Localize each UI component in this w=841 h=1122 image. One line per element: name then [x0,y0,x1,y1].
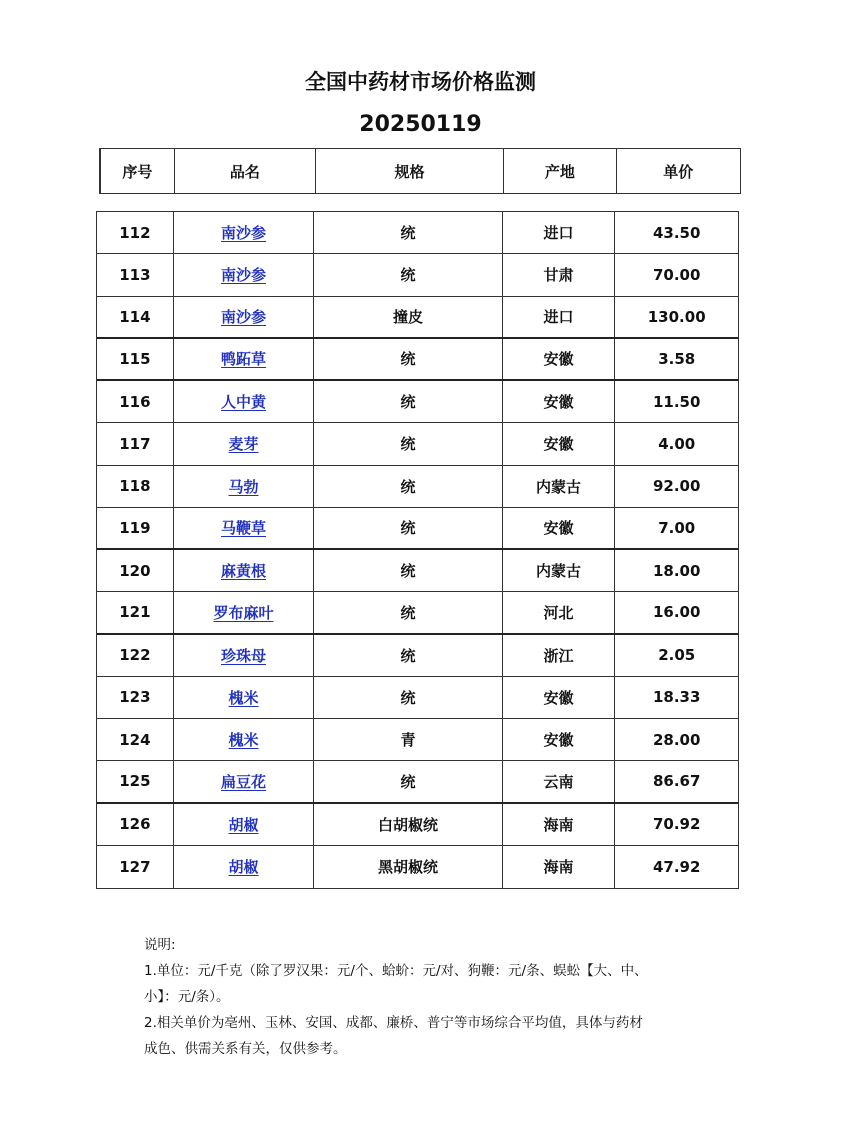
origin-cell: 海南 [503,804,616,845]
table-row [97,677,738,719]
origin-cell: 安徽 [503,381,616,422]
row-number: 127 [97,846,174,888]
origin-cell: 甘肃 [503,254,616,295]
row-number: 120 [97,550,174,591]
table-row [97,339,738,381]
table-row [97,846,738,888]
table-row [97,508,738,550]
herb-name-cell [174,635,315,676]
herb-name-cell [174,466,315,507]
table-row [97,592,738,634]
header-price: 单价 [663,162,694,181]
row-number: 112 [97,212,174,253]
row-number: 114 [97,297,174,337]
herb-name-link[interactable]: 马勃 [228,477,259,496]
origin-cell: 进口 [503,297,616,337]
notes-line: 成色、供需关系有关，仅供参考。 [144,1041,347,1057]
herb-name-link[interactable]: 南沙参 [221,308,267,327]
spec-cell: 统 [314,254,502,295]
herb-name-link[interactable]: 槐米 [228,688,259,707]
herb-name-cell [174,423,315,464]
price-cell: 130.00 [647,307,706,326]
herb-name-cell [174,761,315,801]
row-number: 124 [97,719,174,760]
row-number: 116 [97,381,174,422]
row-number: 117 [97,423,174,464]
price-cell: 28.00 [652,730,701,749]
price-cell: 70.92 [652,815,701,834]
notes-line: 小】：元/条）。 [144,989,230,1005]
herb-name-cell [174,508,315,548]
spec-cell: 统 [314,212,502,253]
price-cell: 86.67 [652,772,701,791]
origin-cell: 安徽 [503,677,616,718]
price-cell: 43.50 [652,223,701,242]
herb-name-link[interactable]: 马鞭草 [221,519,267,538]
origin-cell: 浙江 [503,635,616,676]
price-cell: 18.00 [652,561,701,580]
herb-name-link[interactable]: 珍珠母 [221,646,267,665]
price-cell: 92.00 [652,477,701,496]
origin-cell: 安徽 [503,508,616,548]
herb-name-cell [174,804,315,845]
spec-cell: 统 [314,339,502,379]
origin-cell: 进口 [503,212,616,253]
price-cell: 2.05 [658,646,696,665]
herb-name-link[interactable]: 鸭跖草 [221,350,267,369]
page-title: 全国中药材市场价格监测 [305,70,536,94]
table-row [97,635,738,677]
report-date: 20250119 [359,112,482,137]
herb-name-cell [174,339,315,379]
row-number: 119 [97,508,174,548]
row-number: 121 [97,592,174,632]
notes-line: 1.单位：元/千克（除了罗汉果：元/个、蛤蚧：元/对、狗鞭：元/条、蜈蚣【大、中、 [144,963,648,979]
origin-cell: 内蒙古 [503,466,616,507]
spec-cell: 统 [314,508,502,548]
spec-cell: 统 [314,550,502,591]
herb-name-link[interactable]: 南沙参 [221,266,267,285]
herb-name-link[interactable]: 扁豆花 [221,772,267,791]
origin-cell: 云南 [503,761,616,801]
table-row [97,550,738,592]
price-cell: 3.58 [658,349,696,368]
herb-name-link[interactable]: 人中黄 [221,393,267,412]
spec-cell: 青 [314,719,502,760]
herb-name-cell [174,846,315,888]
spec-cell: 统 [314,423,502,464]
herb-name-cell [174,297,315,337]
spec-cell: 撞皮 [314,297,502,337]
header-number: 序号 [101,149,175,193]
notes-line: 2.相关单价为亳州、玉林、安国、成都、廉桥、普宁等市场综合平均值，具体与药材 [144,1015,643,1031]
row-number: 123 [97,677,174,718]
table-row [97,381,738,423]
herb-name-cell [174,212,315,253]
spec-cell: 统 [314,592,502,632]
herb-name-cell [174,592,315,632]
spec-cell: 统 [314,381,502,422]
row-number: 126 [97,804,174,845]
herb-name-cell [174,254,315,295]
price-cell: 70.00 [652,265,701,284]
herb-name-cell [174,677,315,718]
header-name: 品名 [175,149,316,193]
row-number: 113 [97,254,174,295]
table-row [97,423,738,465]
table-row [97,804,738,846]
price-cell: 47.92 [652,857,701,876]
herb-name-link[interactable]: 南沙参 [221,224,267,243]
spec-cell: 黑胡椒统 [314,846,502,888]
row-number: 115 [97,339,174,379]
price-cell: 16.00 [652,603,701,622]
price-cell: 11.50 [652,392,701,411]
notes-heading: 说明: [144,937,176,953]
row-number: 122 [97,635,174,676]
spec-cell: 统 [314,761,502,801]
herb-name-link[interactable]: 麦芽 [228,435,259,454]
row-number: 125 [97,761,174,801]
origin-cell: 河北 [503,592,616,632]
table-row [97,297,738,339]
herb-name-link[interactable]: 胡椒 [228,858,259,877]
price-cell: 18.33 [652,688,701,707]
spec-cell: 白胡椒统 [314,804,502,845]
spec-cell: 统 [314,635,502,676]
table-row [97,212,738,254]
herb-name-cell [174,381,315,422]
herb-name-link[interactable]: 槐米 [228,731,259,750]
herb-name-cell [174,550,315,591]
origin-cell: 安徽 [503,719,616,760]
spec-cell: 统 [314,466,502,507]
herb-name-link[interactable]: 麻黄根 [221,562,267,581]
origin-cell: 内蒙古 [503,550,616,591]
origin-cell: 海南 [503,846,616,888]
herb-name-link[interactable]: 罗布麻叶 [213,603,274,622]
table-header [99,148,741,194]
origin-cell: 安徽 [503,339,616,379]
herb-name-link[interactable]: 胡椒 [228,815,259,834]
price-cell: 4.00 [658,434,696,453]
table-row [97,761,738,803]
table-row [97,254,738,296]
price-table [96,211,739,889]
notes-section [144,932,704,1062]
header-spec: 规格 [316,149,504,193]
table-row [97,719,738,761]
origin-cell: 安徽 [503,423,616,464]
spec-cell: 统 [314,677,502,718]
herb-name-cell [174,719,315,760]
header-origin: 产地 [504,149,616,193]
table-row [97,466,738,508]
row-number: 118 [97,466,174,507]
price-cell: 7.00 [658,518,696,537]
